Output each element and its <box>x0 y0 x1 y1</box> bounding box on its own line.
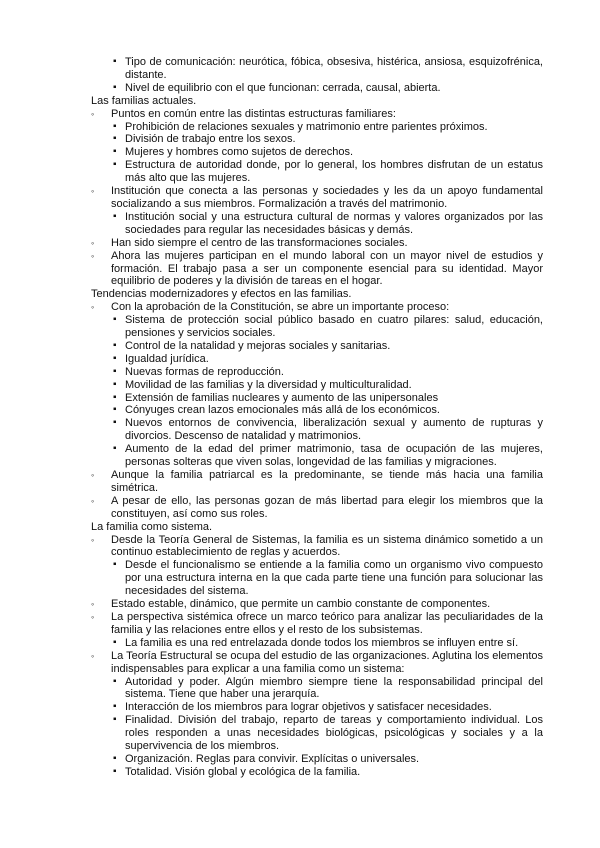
square-bullet-icon: ▪ <box>113 133 117 145</box>
list-item <box>91 650 543 676</box>
item-text: Movilidad de las familias y la diversidad y multiculturalidad. <box>125 378 412 391</box>
circle-bullet-icon: ◦ <box>91 599 95 610</box>
circle-bullet-icon: ◦ <box>91 302 95 313</box>
square-bullet-icon: ▪ <box>113 714 117 726</box>
square-bullet-icon: ▪ <box>113 675 117 687</box>
square-bullet-icon: ▪ <box>113 56 117 67</box>
square-bullet-icon: ▪ <box>113 146 117 158</box>
circle-bullet-icon: ◦ <box>91 237 95 248</box>
square-bullet-icon: ▪ <box>113 391 117 403</box>
list-item <box>91 250 543 289</box>
sub-list-item <box>91 82 543 95</box>
sub-list-item <box>91 146 543 159</box>
heading-text: Las familias actuales. <box>91 94 197 107</box>
sub-list-item <box>91 392 543 405</box>
document-page <box>91 56 543 779</box>
item-text: División de trabajo entre los sexos. <box>125 133 296 146</box>
circle-bullet-icon: ◦ <box>91 650 95 661</box>
square-bullet-icon: ▪ <box>113 701 117 713</box>
list-item <box>91 301 543 314</box>
item-text: A pesar de ello, las personas gozan de más libertad para elegir los miembros que la constituyen, así como sus roles. <box>111 494 543 520</box>
item-text: Totalidad. Visión global y ecológica de la familia. <box>125 765 361 778</box>
list-item <box>91 237 543 250</box>
sub-list-item <box>91 559 543 598</box>
item-text: Control de la natalidad y mejoras sociales y sanitarias. <box>125 339 391 352</box>
heading-text: La familia como sistema. <box>91 520 213 533</box>
list-item <box>91 598 543 611</box>
square-bullet-icon: ▪ <box>113 81 117 93</box>
sub-list-item <box>91 353 543 366</box>
item-text: Con la aprobación de la Constitución, se abre un importante proceso: <box>111 301 450 314</box>
sub-list-item <box>91 443 543 469</box>
sub-list-item <box>91 121 543 134</box>
sub-list-item <box>91 753 543 766</box>
item-text: Ahora las mujeres participan en el mundo laboral con un mayor nivel de estudios y formación. El trabajo pasa a ser un componente esencial para su identidad. Mayor equilibrio de poderes y la división de tareas en el hogar. <box>111 249 543 288</box>
circle-bullet-icon: ◦ <box>91 250 95 261</box>
list-item <box>91 534 543 560</box>
circle-bullet-icon: ◦ <box>91 534 95 545</box>
item-text: Desde el funcionalismo se entiende a la familia como un organismo vivo compuesto por una estructura interna en la que cada parte tiene una función para solucionar las necesidades del sistema. <box>125 559 543 598</box>
item-text: Extensión de familias nucleares y aumento de las unipersonales <box>125 391 439 404</box>
sub-list-item <box>91 701 543 714</box>
item-text: Aunque la familia patriarcal es la predominante, se tiende más hacia una familia simétrica. <box>111 469 543 494</box>
item-text: Institución que conecta a las personas y sociedades y les da un apoyo fundamental socializando a sus miembros. Formalización a través del matrimonio. <box>111 185 543 210</box>
sub-list-item <box>91 340 543 353</box>
item-text: Interacción de los miembros para lograr objetivos y satisfacer necesidades. <box>125 701 492 714</box>
list-item <box>91 469 543 495</box>
sub-list-item <box>91 404 543 417</box>
item-text: Cónyuges crean lazos emocionales más allá de los económicos. <box>125 404 440 417</box>
item-text: Igualdad jurídica. <box>125 352 209 365</box>
item-text: Han sido siempre el centro de las transformaciones sociales. <box>111 236 408 249</box>
item-text: Nuevas formas de reproducción. <box>125 365 284 378</box>
square-bullet-icon: ▪ <box>113 339 117 351</box>
sub-list-item <box>91 714 543 753</box>
square-bullet-icon: ▪ <box>113 352 117 364</box>
sub-list-item <box>91 56 543 82</box>
list-item <box>91 495 543 521</box>
sub-list-item <box>91 211 543 237</box>
sub-list-item <box>91 366 543 379</box>
square-bullet-icon: ▪ <box>113 365 117 377</box>
sub-list-item <box>91 379 543 392</box>
square-bullet-icon: ▪ <box>113 120 117 132</box>
square-bullet-icon: ▪ <box>113 752 117 764</box>
square-bullet-icon: ▪ <box>113 443 117 455</box>
circle-bullet-icon: ◦ <box>91 495 95 506</box>
sub-list-item <box>91 417 543 443</box>
square-bullet-icon: ▪ <box>113 404 117 416</box>
item-text: Estructura de autoridad donde, por lo general, los hombres disfrutan de un estatus más alto que las mujeres. <box>125 159 543 185</box>
heading-text: Tendencias modernizadores y efectos en las familias. <box>91 288 352 301</box>
item-text: Desde la Teoría General de Sistemas, la familia es un sistema dinámico sometido a un continuo establecimiento de reglas y acuerdos. <box>111 533 543 559</box>
sub-list-item <box>91 637 543 650</box>
circle-bullet-icon: ◦ <box>91 186 95 197</box>
sub-list-item <box>91 159 543 185</box>
section-heading <box>91 521 543 534</box>
square-bullet-icon: ▪ <box>113 378 117 390</box>
list-item <box>91 611 543 637</box>
item-text: La perspectiva sistémica ofrece un marco teórico para analizar las peculiaridades de la familia y las relaciones entre ellos y el resto de los subsistemas. <box>111 610 543 636</box>
item-text: Finalidad. División del trabajo, reparto de tareas y comportamiento individual. Los roles responden a unas necesidades biológicas, psicológicas y sociales y a la supervivencia de los miembros. <box>125 714 543 753</box>
item-text: Organización. Reglas para convivir. Explícitas o universales. <box>125 752 420 765</box>
item-text: Estado estable, dinámico, que permite un cambio constante de componentes. <box>111 598 491 611</box>
item-text: Prohibición de relaciones sexuales y matrimonio entre parientes próximos. <box>125 120 488 133</box>
section-heading <box>91 288 543 301</box>
square-bullet-icon: ▪ <box>113 417 117 429</box>
item-text: Mujeres y hombres como sujetos de derechos. <box>125 146 354 159</box>
item-text: La familia es una red entrelazada donde todos los miembros se influyen entre sí. <box>125 636 519 649</box>
square-bullet-icon: ▪ <box>113 210 117 222</box>
square-bullet-icon: ▪ <box>113 159 117 171</box>
square-bullet-icon: ▪ <box>113 559 117 571</box>
item-text: Institución social y una estructura cultural de normas y valores organizados por las sociedades para regular las necesidades básicas y demás. <box>125 210 543 236</box>
item-text: Aumento de la edad del primer matrimonio, tasa de ocupación de las mujeres, personas solteras que viven solas, longevidad de las familias y migraciones. <box>125 443 543 469</box>
item-text: Nuevos entornos de convivencia, liberalización sexual y aumento de rupturas y divorcios. Descenso de natalidad y matrimonios. <box>125 417 543 443</box>
item-text: Tipo de comunicación: neurótica, fóbica, obsesiva, histérica, ansiosa, esquizofrénica, distante. <box>125 56 543 81</box>
square-bullet-icon: ▪ <box>113 636 117 648</box>
list-item <box>91 185 543 211</box>
circle-bullet-icon: ◦ <box>91 108 95 119</box>
square-bullet-icon: ▪ <box>113 314 117 326</box>
circle-bullet-icon: ◦ <box>91 611 95 622</box>
item-text: Sistema de protección social público basado en cuatro pilares: salud, educación, pensiones y servicios sociales. <box>125 314 543 340</box>
circle-bullet-icon: ◦ <box>91 470 95 480</box>
item-text: Autoridad y poder. Algún miembro siempre tiene la responsabilidad principal del sistema. Tiene que haber una jerarquía. <box>125 675 543 701</box>
item-text: Nivel de equilibrio con el que funcionan: cerrada, causal, abierta. <box>125 81 441 94</box>
item-text: Puntos en común entre las distintas estructuras familiares: <box>111 107 396 120</box>
item-text: La Teoría Estructural se ocupa del estudio de las organizaciones. Aglutina los elementos indispensables para explicar a una familia como un sistema: <box>111 649 543 675</box>
sub-list-item <box>91 676 543 702</box>
section-heading <box>91 95 543 108</box>
list-item <box>91 108 543 121</box>
sub-list-item <box>91 766 543 779</box>
sub-list-item <box>91 133 543 146</box>
square-bullet-icon: ▪ <box>113 765 117 777</box>
sub-list-item <box>91 314 543 340</box>
